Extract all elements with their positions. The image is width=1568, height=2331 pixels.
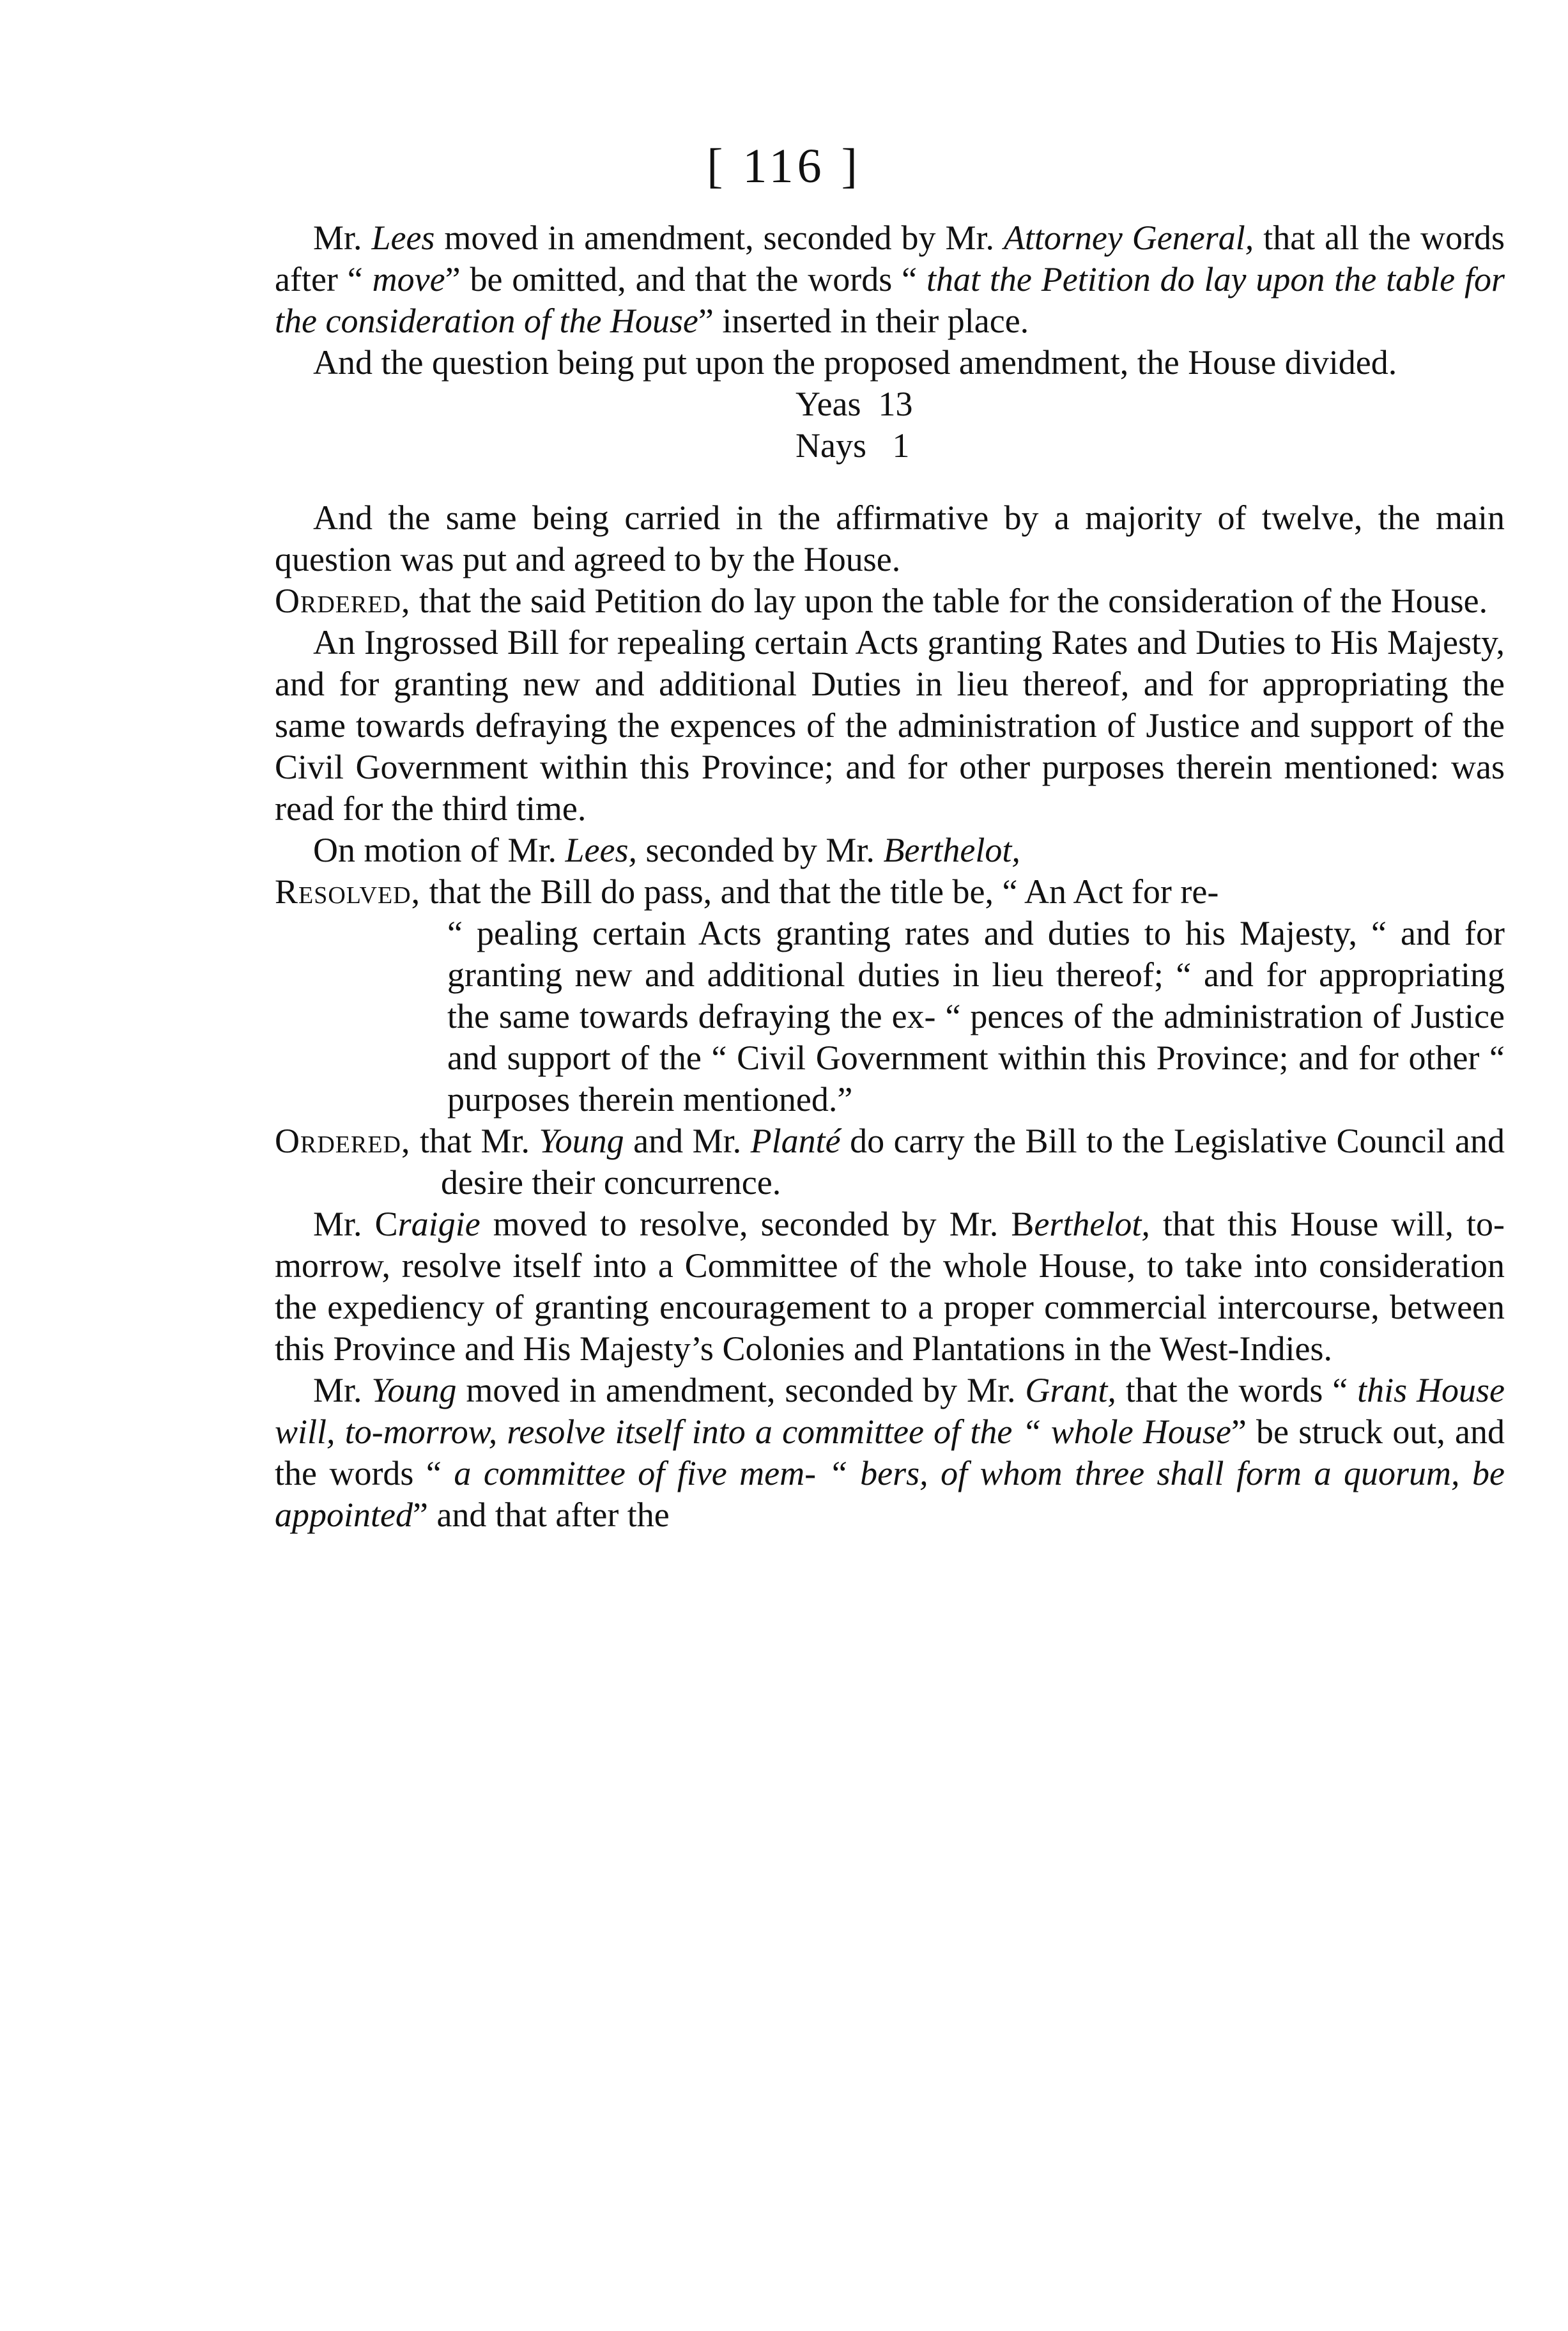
- text-run: Mr.: [313, 219, 372, 257]
- member-name: Lees,: [565, 831, 637, 869]
- text-run: that all the words after “: [275, 219, 1505, 298]
- vote-yeas: Yeas 13: [796, 385, 913, 423]
- paragraph-young-amendment: [275, 1370, 1505, 1536]
- text-run: that the said Petition do lay upon the table for the consideration of the House.: [410, 582, 1488, 620]
- paragraph-ingrossed-bill: An Ingrossed Bill for repealing certain Acts granting Rates and Duties to His Majesty, and for granting new and additional Duties in lieu thereof, and for appropriating the same towards defraying the expences of the administration of Justice and support of the Civil Government within this Province; and for other purposes therein mentioned: was read for the third time.: [275, 623, 1505, 828]
- text-run: moved in amendment, seconded by Mr.: [434, 219, 1004, 257]
- paragraph-motion: [275, 830, 1505, 871]
- member-name: raigie: [397, 1205, 480, 1243]
- quoted-words: that the Petition do lay upon the table for the consideration of the House: [275, 260, 1505, 340]
- bill-title-quote: “ pealing certain Acts granting rates and duties to his Majesty, “ and for granting new and additional duties in lieu thereof; “ and for appropriating the same towards defraying the ex- “ pences of the administration of Justice and support of the “ Civil Government within this Province; and for other “ purposes therein mentioned.”: [447, 914, 1505, 1119]
- text-run: ” and that after the: [412, 1496, 670, 1534]
- member-name: Berthelot,: [883, 831, 1020, 869]
- entry-heading: Ordered,: [275, 1122, 411, 1160]
- member-name: Young: [371, 1371, 457, 1409]
- member-name: Young: [539, 1122, 624, 1160]
- text-run: Mr.: [313, 1371, 372, 1409]
- paragraph-division: And the question being put upon the proposed amendment, the House divided.: [313, 343, 1397, 382]
- text-run: Mr. C: [313, 1205, 398, 1243]
- paragraph-amendment-lees: [275, 217, 1505, 342]
- paragraph-carried: And the same being carried in the affirmative by a majority of twelve, the main question was put and agreed to by the House.: [275, 499, 1505, 578]
- text-run: and Mr.: [624, 1122, 751, 1160]
- paragraph-resolved: [275, 871, 1505, 913]
- quoted-words: this House will, to-morrow, resolve itself into a committee of the “ whole House: [275, 1371, 1505, 1451]
- text-run: do carry the Bill to the Legislative Council and desire their concurrence.: [441, 1122, 1505, 1202]
- text-run: On motion of Mr.: [313, 831, 565, 869]
- text-run: that the words “: [1116, 1371, 1358, 1409]
- text-run: ” inserted in their place.: [698, 302, 1029, 340]
- journal-text: [275, 217, 1505, 1536]
- paragraph-ordered-carry-bill: [275, 1120, 1505, 1204]
- member-name: Attorney General,: [1003, 219, 1254, 257]
- member-name: Grant,: [1025, 1371, 1116, 1409]
- entry-heading: Ordered,: [275, 582, 411, 620]
- paragraph-craigie-motion: [275, 1204, 1505, 1370]
- text-run: moved to resolve, seconded by Mr. B: [480, 1205, 1034, 1243]
- member-name: Planté: [750, 1122, 841, 1160]
- quoted-word: move: [372, 260, 445, 298]
- member-name: erthelot,: [1034, 1205, 1150, 1243]
- paragraph-ordered-petition: [275, 580, 1505, 622]
- text-run: that this House will, to-morrow, resolve itself into a Committee of the whole House, to take into consideration the expediency of granting encouragement to a proper commercial intercourse, between this Province and His Majesty’s Colonies and Plantations in the West-Indies.: [275, 1205, 1505, 1368]
- quoted-words: a committee of five mem- “ bers, of whom three shall form a quorum, be appointed: [275, 1454, 1505, 1534]
- spacer: [275, 467, 1505, 497]
- text-run: that Mr.: [410, 1122, 539, 1160]
- page-number: [ 116 ]: [707, 139, 861, 193]
- text-run: ” be struck out, and the words “: [275, 1413, 1505, 1492]
- entry-heading: Resolved,: [275, 872, 421, 911]
- member-name: Lees: [371, 219, 435, 257]
- text-run: moved in amendment, seconded by Mr.: [456, 1371, 1026, 1409]
- text-run: ” be omitted, and that the words “: [445, 260, 927, 298]
- text-run: seconded by Mr.: [637, 831, 884, 869]
- vote-nays: Nays 1: [796, 426, 910, 465]
- text-run: that the Bill do pass, and that the title be, “ An Act for re-: [420, 872, 1219, 911]
